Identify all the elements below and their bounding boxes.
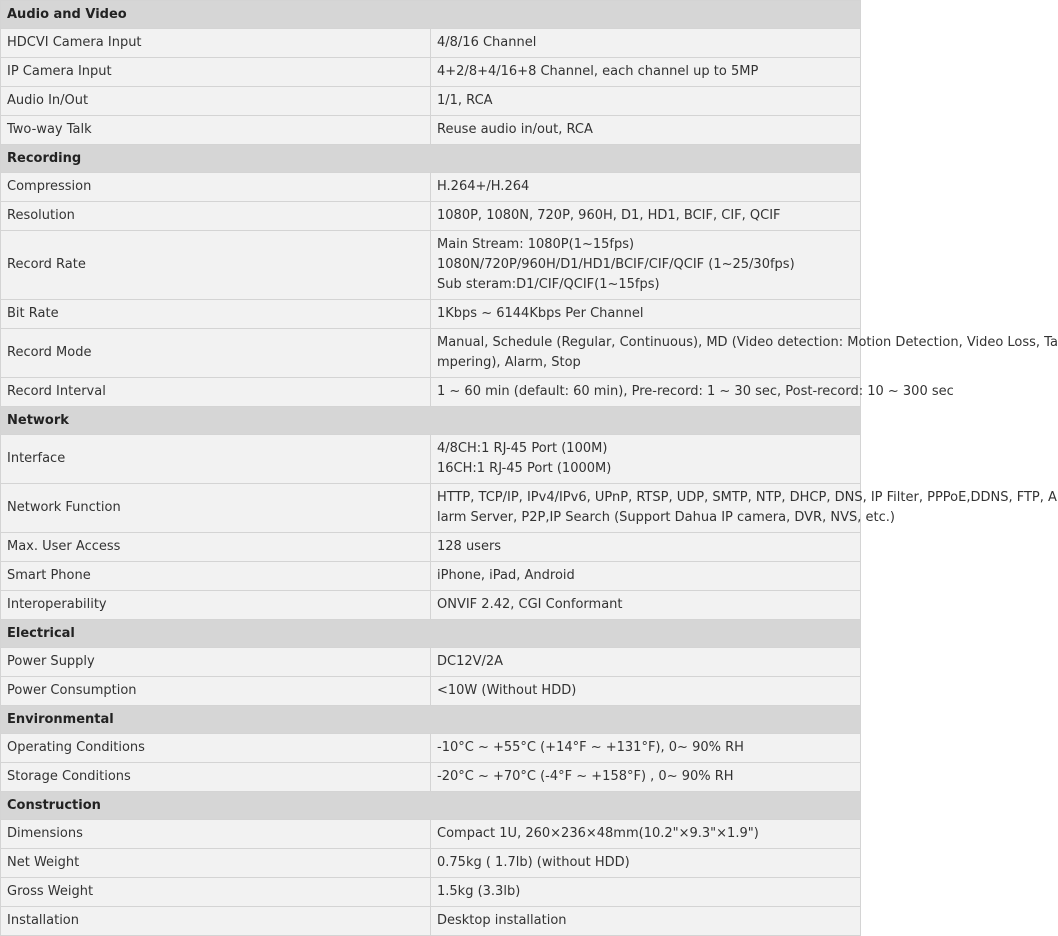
spec-value-line: HTTP, TCP/IP, IPv4/IPv6, UPnP, RTSP, UDP, SMTP, NTP, DHCP, DNS, IP Filter, PPPoE,DDNS, FTP, A	[437, 490, 1057, 505]
spec-value-line: 0.75kg ( 1.7lb) (without HDD)	[437, 855, 630, 870]
spec-row	[1, 907, 861, 936]
section-title: Network	[1, 407, 861, 435]
spec-value	[431, 116, 861, 145]
spec-value-line: ONVIF 2.42, CGI Conformant	[437, 597, 623, 612]
spec-value-line: 16CH:1 RJ-45 Port (1000M)	[437, 461, 612, 476]
spec-value-line: Manual, Schedule (Regular, Continuous), MD (Video detection: Motion Detection, Video Loss, Ta	[437, 335, 1058, 350]
spec-label: IP Camera Input	[1, 58, 431, 87]
spec-value	[431, 87, 861, 116]
spec-value	[431, 435, 861, 484]
spec-label: HDCVI Camera Input	[1, 29, 431, 58]
spec-label: Interoperability	[1, 591, 431, 620]
spec-value-line: mpering), Alarm, Stop	[437, 355, 581, 370]
spec-value-line: Desktop installation	[437, 913, 567, 928]
spec-value-line: H.264+/H.264	[437, 179, 530, 194]
spec-value	[431, 533, 861, 562]
spec-value-line: 1.5kg (3.3lb)	[437, 884, 521, 899]
spec-label: Max. User Access	[1, 533, 431, 562]
spec-row	[1, 648, 861, 677]
spec-value-line: 4/8/16 Channel	[437, 35, 537, 50]
spec-row	[1, 763, 861, 792]
spec-value-line: -10°C ~ +55°C (+14°F ~ +131°F), 0~ 90% RH	[437, 740, 744, 755]
spec-row	[1, 878, 861, 907]
spec-row	[1, 849, 861, 878]
spec-value-line: -20°C ~ +70°C (-4°F ~ +158°F) , 0~ 90% RH	[437, 769, 734, 784]
spec-label: Installation	[1, 907, 431, 936]
spec-value	[431, 907, 861, 936]
section-title: Environmental	[1, 706, 861, 734]
spec-label: Bit Rate	[1, 300, 431, 329]
spec-label: Audio In/Out	[1, 87, 431, 116]
spec-label: Gross Weight	[1, 878, 431, 907]
spec-value	[431, 202, 861, 231]
spec-value-line: Reuse audio in/out, RCA	[437, 122, 593, 137]
spec-value-line: 1/1, RCA	[437, 93, 493, 108]
spec-value	[431, 734, 861, 763]
section-header-row	[1, 145, 861, 173]
spec-row	[1, 562, 861, 591]
spec-value	[431, 173, 861, 202]
spec-value-line: 1080P, 1080N, 720P, 960H, D1, HD1, BCIF, CIF, QCIF	[437, 208, 781, 223]
spec-label: Network Function	[1, 484, 431, 533]
spec-value-line: <10W (Without HDD)	[437, 683, 577, 698]
section-title: Audio and Video	[1, 1, 861, 29]
spec-row	[1, 820, 861, 849]
section-title: Construction	[1, 792, 861, 820]
spec-row	[1, 533, 861, 562]
spec-row	[1, 202, 861, 231]
spec-label: Smart Phone	[1, 562, 431, 591]
spec-row	[1, 231, 861, 300]
spec-value	[431, 677, 861, 706]
spec-row	[1, 58, 861, 87]
spec-value	[431, 484, 1057, 533]
spec-value-line: Main Stream: 1080P(1~15fps)	[437, 237, 635, 252]
spec-value-line: 128 users	[437, 539, 502, 554]
spec-value	[431, 58, 861, 87]
spec-value-line: 1 ~ 60 min (default: 60 min), Pre-record: 1 ~ 30 sec, Post-record: 10 ~ 300 sec	[437, 384, 954, 399]
section-header-row	[1, 1, 861, 29]
spec-row	[1, 435, 861, 484]
spec-label: Dimensions	[1, 820, 431, 849]
spec-row	[1, 378, 861, 407]
section-title: Electrical	[1, 620, 861, 648]
spec-label: Storage Conditions	[1, 763, 431, 792]
spec-value	[431, 878, 861, 907]
spec-label: Record Mode	[1, 329, 431, 378]
spec-label: Operating Conditions	[1, 734, 431, 763]
spec-label: Net Weight	[1, 849, 431, 878]
spec-row	[1, 300, 861, 329]
spec-row	[1, 29, 861, 58]
spec-row	[1, 329, 861, 378]
spec-row	[1, 484, 861, 533]
section-title: Recording	[1, 145, 861, 173]
section-header-row	[1, 706, 861, 734]
section-header-row	[1, 792, 861, 820]
spec-row	[1, 591, 861, 620]
spec-value-line: Compact 1U, 260×236×48mm(10.2"×9.3"×1.9")	[437, 826, 759, 841]
spec-value-line: 4+2/8+4/16+8 Channel, each channel up to 5MP	[437, 64, 759, 79]
spec-value	[431, 300, 861, 329]
spec-value-line: 4/8CH:1 RJ-45 Port (100M)	[437, 441, 608, 456]
spec-value	[431, 591, 861, 620]
spec-label: Record Rate	[1, 231, 431, 300]
spec-value-line: 1080N/720P/960H/D1/HD1/BCIF/CIF/QCIF (1~25/30fps)	[437, 257, 795, 272]
spec-label: Compression	[1, 173, 431, 202]
spec-table-body	[1, 1, 1058, 936]
spec-label: Record Interval	[1, 378, 431, 407]
spec-value	[431, 562, 861, 591]
spec-row	[1, 677, 861, 706]
spec-value	[431, 231, 861, 300]
section-header-row	[1, 620, 861, 648]
spec-value	[431, 648, 861, 677]
spec-label: Power Consumption	[1, 677, 431, 706]
spec-row	[1, 734, 861, 763]
spec-value	[431, 820, 861, 849]
spec-row	[1, 87, 861, 116]
spec-label: Two-way Talk	[1, 116, 431, 145]
spec-value-line: iPhone, iPad, Android	[437, 568, 575, 583]
spec-value	[431, 378, 954, 407]
section-header-row	[1, 407, 861, 435]
spec-value-line: larm Server, P2P,IP Search (Support Dahua IP camera, DVR, NVS, etc.)	[437, 510, 895, 525]
spec-label: Resolution	[1, 202, 431, 231]
spec-value-line: 1Kbps ~ 6144Kbps Per Channel	[437, 306, 644, 321]
spec-value-line: Sub steram:D1/CIF/QCIF(1~15fps)	[437, 277, 660, 292]
spec-value	[431, 329, 1058, 378]
spec-value-line: DC12V/2A	[437, 654, 504, 669]
spec-value	[431, 849, 861, 878]
spec-row	[1, 116, 861, 145]
spec-label: Interface	[1, 435, 431, 484]
spec-label: Power Supply	[1, 648, 431, 677]
spec-value	[431, 29, 861, 58]
spec-row	[1, 173, 861, 202]
spec-value	[431, 763, 861, 792]
